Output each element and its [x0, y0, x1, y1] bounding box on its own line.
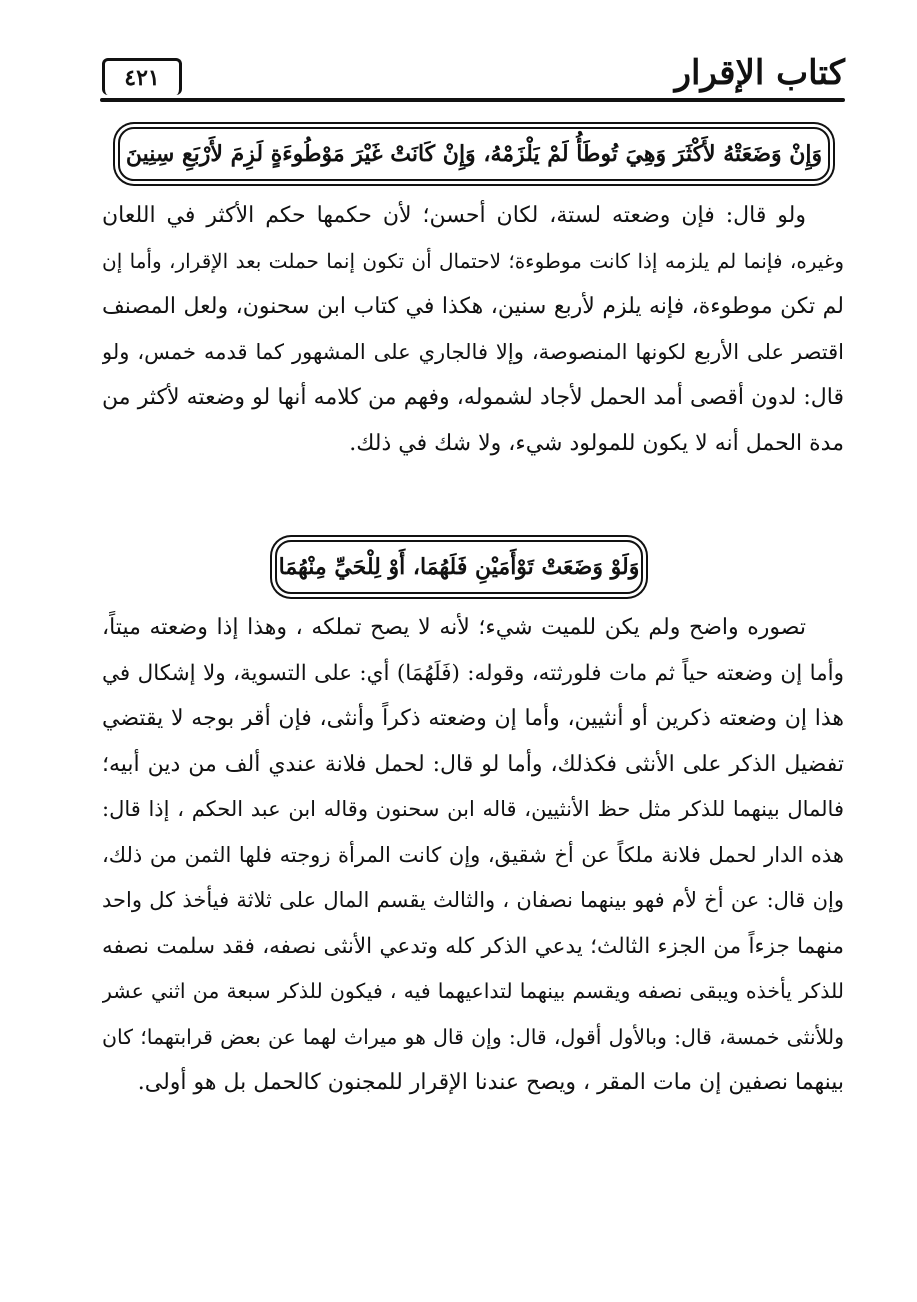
- text-line: بينهما نصفين إن مات المقر ، ويصح عندنا الإقرار للمجنون كالحمل بل هو أولى.: [137, 1070, 844, 1095]
- text-line: هذا إن وضعته ذكرين أو أنثيين، وأما إن وضعته ذكراً وأنثى، فإن أقر بوجه لا يقتضي: [102, 706, 844, 731]
- commentary-paragraph-1: [102, 193, 844, 466]
- text-line: وأما إن وضعته حياً ثم مات فلورثته، وقوله: (فَلَهُمَا) أي: على التسوية، ولا إشكال في: [102, 660, 844, 686]
- text-line: قال: لدون أقصى أمد الحمل لأجاد لشموله، وفهم من كلامه أنها لو وضعته لأكثر من: [102, 385, 844, 410]
- text-line: وغيره، فإنما لم يلزمه إذا كانت موطوءة؛ لاحتمال أن تكون إنما حملت بعد الإقرار، وأما إن: [102, 248, 844, 273]
- text-line: للذكر يأخذه ويبقى نصفه ويقسم بينهما لتداعيهما فيه ، فيكون للذكر سبعة من اثني عشر: [102, 979, 844, 1003]
- book-title: كتاب الإقرار: [674, 53, 845, 93]
- matn-heading-2: وَلَوْ وَضَعَتْ تَوْأَمَيْنِ فَلَهُمَا، أَوْ لِلْحَيِّ مِنْهُمَا: [275, 540, 643, 594]
- matn-heading-1: وَإِنْ وَضَعَتْهُ لأَكْثَرَ وَهِيَ تُوطَأُ لَمْ يَلْزَمْهُ، وَإِنْ كَانَتْ غَيْرَ مَوْطُوءَةٍ لَزِمَ لأَرْبَعِ سِنِينَ: [118, 127, 830, 181]
- text-line: منهما جزءاً من الجزء الثالث؛ يدعي الذكر كله وتدعي الأنثى نصفه، فقد سلمت نصفه: [102, 933, 844, 959]
- text-line: ولو قال: فإن وضعته لستة، لكان أحسن؛ لأن حكمها حكم الأكثر في اللعان: [102, 203, 806, 228]
- text-line: فالمال بينهما للذكر مثل حظ الأنثيين، قاله ابن سحنون وقاله ابن عبد الحكم ، إذا قال:: [102, 797, 844, 821]
- header-rule: [100, 98, 845, 102]
- text-line: لم تكن موطوءة، فإنه يلزم لأربع سنين، هكذا في كتاب ابن سحنون، ولعل المصنف: [102, 294, 844, 319]
- page-number: ٤٢١: [102, 58, 182, 95]
- commentary-paragraph-2: [102, 605, 844, 1106]
- text-line: تفضيل الذكر على الأنثى فكذلك، وأما لو قال: لحمل فلانة عندي ألف من دين أبيه؛: [102, 751, 844, 777]
- page-header: [100, 50, 845, 102]
- text-line: وإن قال: عن أخ لأم فهو بينهما نصفان ، والثالث يقسم المال على ثلاثة فيأخذ كل واحد: [102, 888, 844, 912]
- text-line: وللأنثى خمسة، قال: وبالأول أقول، قال: وإن قال هو ميراث لهما عن بعض قرابتهما؛ كان: [102, 1024, 844, 1049]
- text-line: مدة الحمل أنه لا يكون للمولود شيء، ولا شك في ذلك.: [349, 430, 844, 456]
- text-line: هذه الدار لحمل فلانة ملكاً عن أخ شقيق، وإن كانت المرأة زوجته فلها الثمن من ذلك،: [102, 842, 844, 867]
- text-line: تصوره واضح ولم يكن للميت شيء؛ لأنه لا يصح تملكه ، وهذا إذا وضعته ميتاً،: [102, 615, 806, 640]
- text-line: اقتصر على الأربع لكونها المنصوصة، وإلا فالجاري على المشهور كما قدمه خمس، ولو: [102, 339, 844, 364]
